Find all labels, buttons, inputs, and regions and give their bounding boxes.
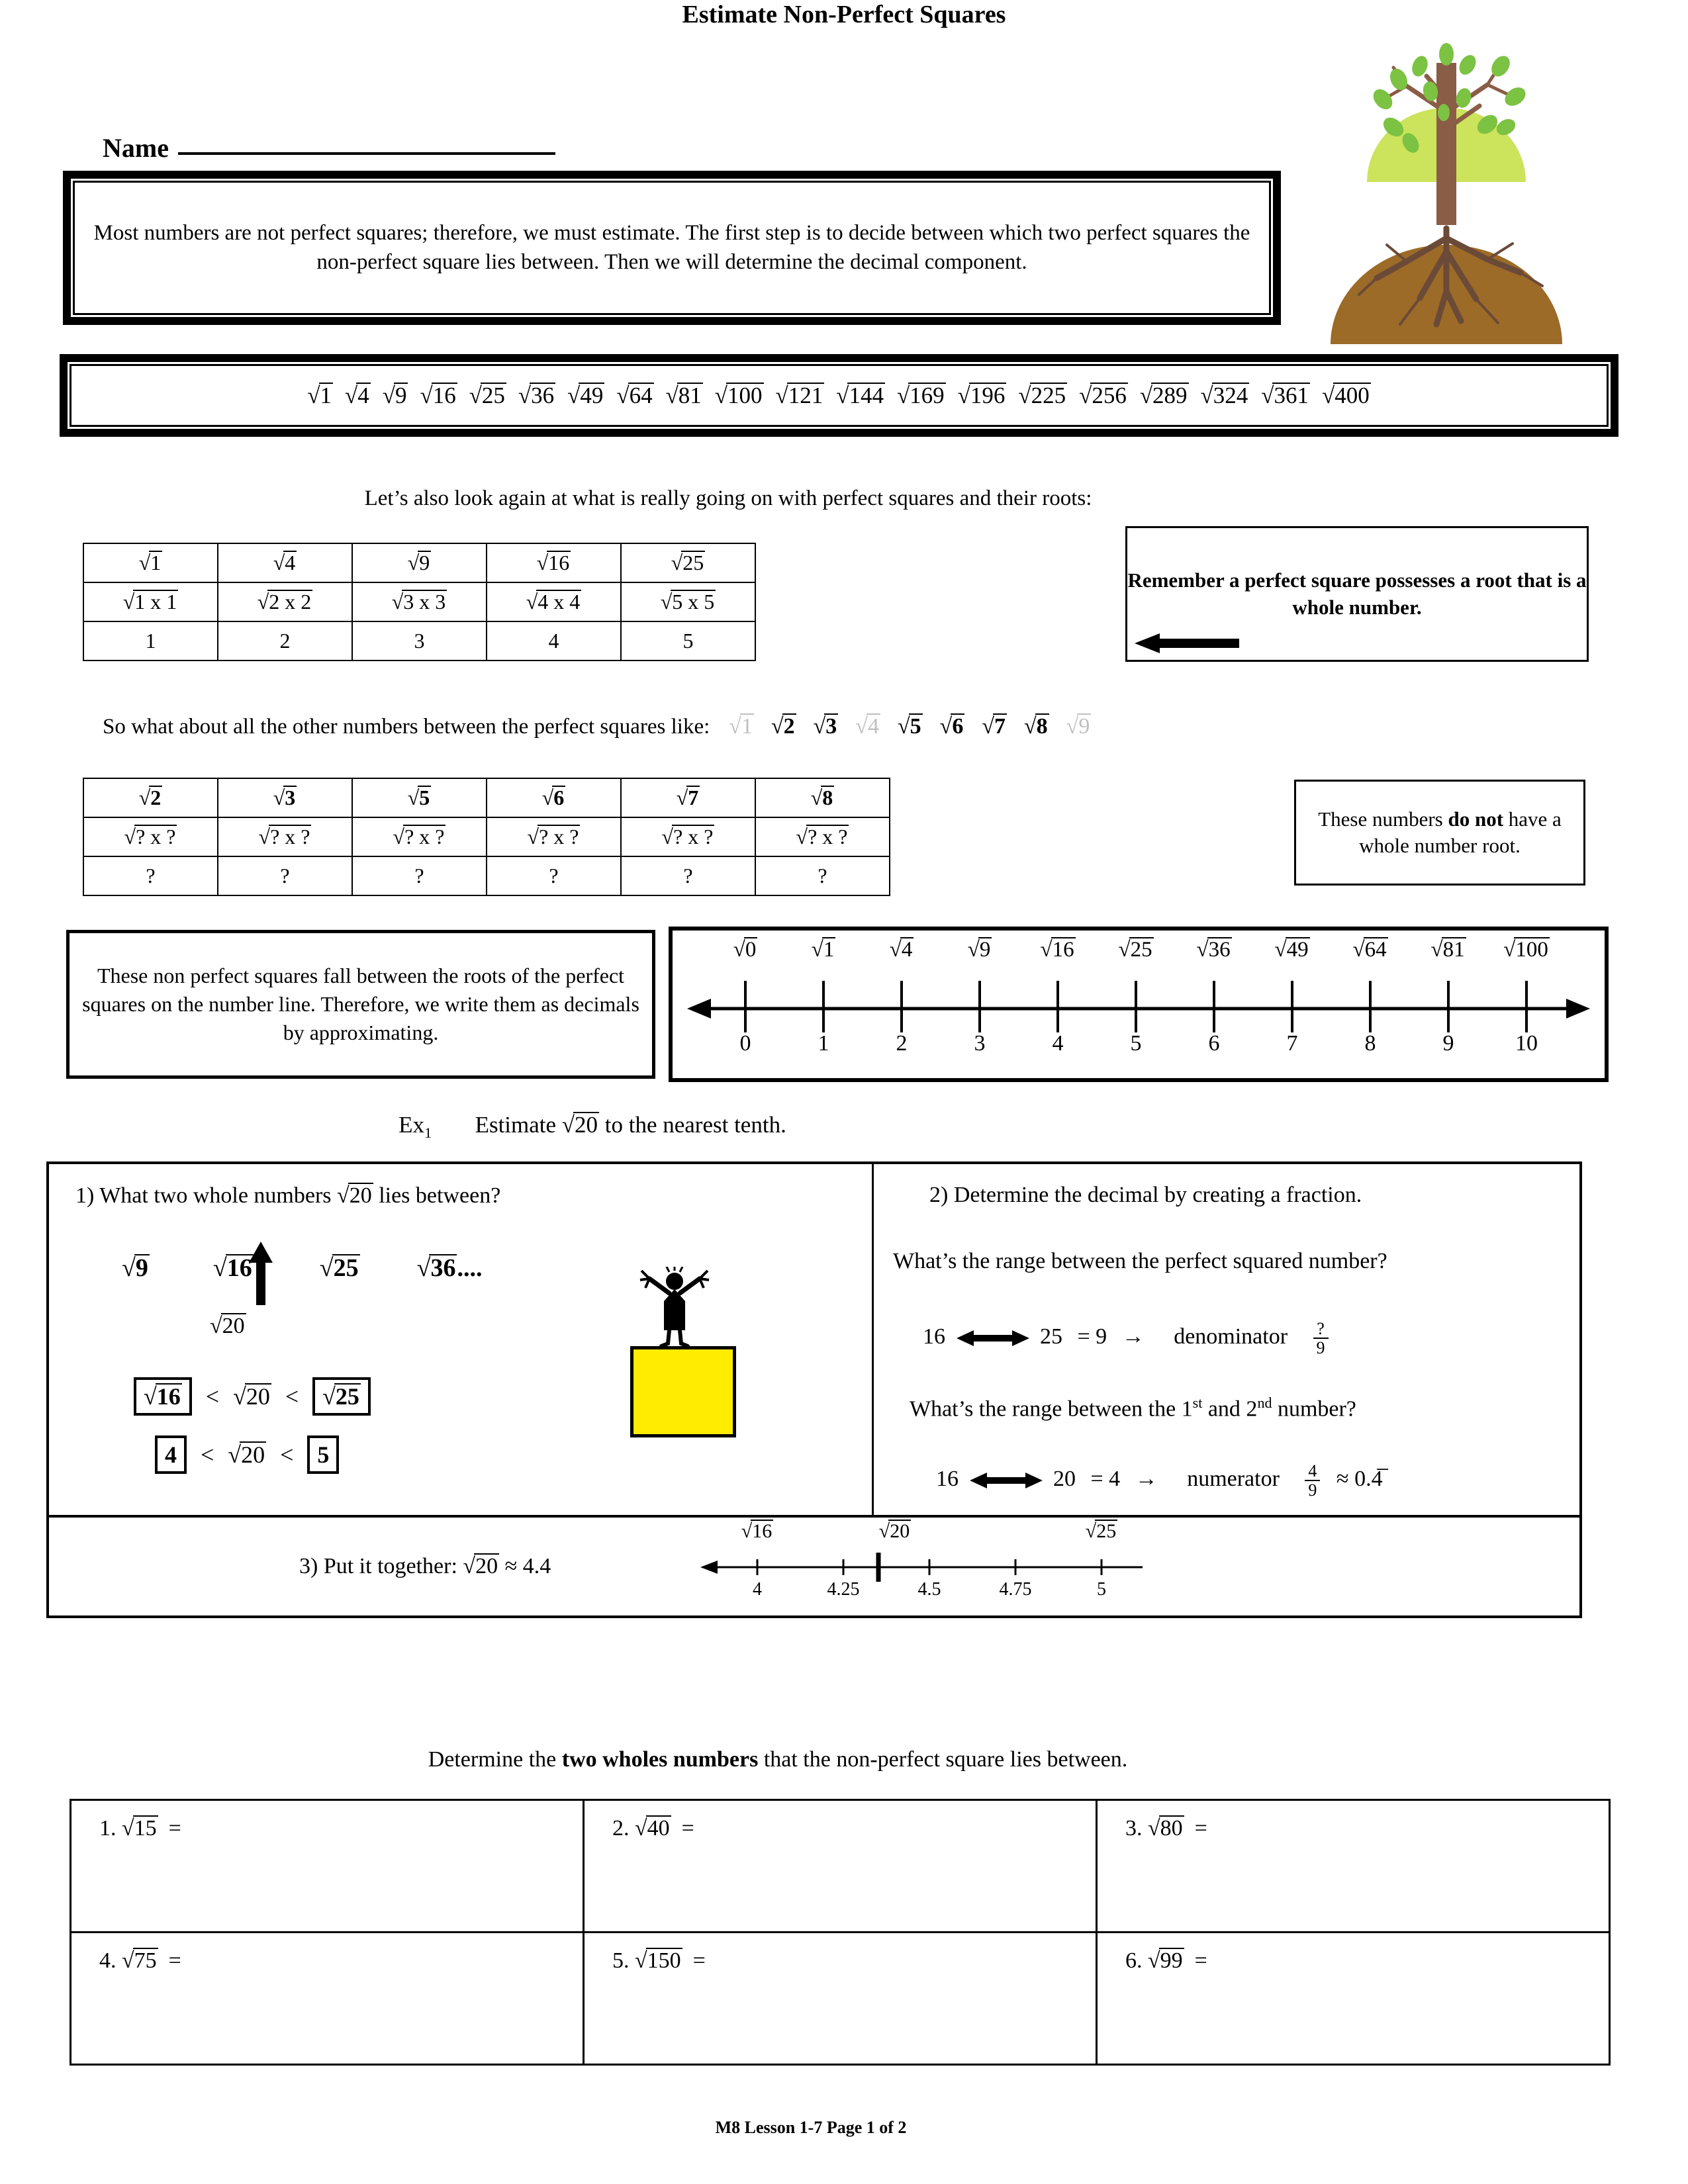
table-row (83, 582, 755, 621)
name-field-row (103, 132, 555, 163)
step3-radical-labels (698, 1520, 1148, 1551)
cell-value: ? (621, 856, 755, 895)
radical-144: √144 (836, 382, 884, 408)
practice-equals: = (681, 1816, 694, 1841)
step3-tick-label: 4 (753, 1579, 762, 1600)
number-line-label (1105, 937, 1166, 962)
radical-64: √64 (616, 382, 653, 408)
radical-169: √169 (896, 382, 945, 408)
less-than-1: < (205, 1383, 220, 1410)
radical-5: √5 (407, 786, 430, 809)
table-row (83, 621, 755, 660)
cell-factored (83, 582, 218, 621)
practice-equals: = (1194, 1816, 1207, 1841)
practice-equals: = (1194, 1948, 1207, 1973)
radical-5: √5 (897, 714, 921, 739)
so-what-about-line (103, 713, 1100, 739)
step3-text: 3) Put it together: √20 ≈ 4.4 (299, 1554, 551, 1578)
number-line-label (1184, 937, 1244, 962)
radical-16: √16 (536, 551, 570, 574)
cell-factored (352, 817, 487, 856)
radical-100: √100 (1503, 938, 1548, 962)
radical-25: √25 (319, 1254, 359, 1282)
up-arrow-icon (248, 1240, 274, 1306)
practice-cell[interactable] (584, 1800, 1097, 1933)
range2-eq: = 4 (1090, 1467, 1121, 1492)
radical-4: √4 (345, 382, 369, 408)
step2-question-1: What’s the range between the perfect squared number? (893, 1249, 1387, 1273)
yellow-pedestal (630, 1346, 736, 1437)
radical-1: √1 (307, 382, 332, 408)
cell-factored (352, 582, 487, 621)
range1-left: 16 (923, 1324, 945, 1349)
radical-2: √2 (138, 786, 162, 809)
step2-range-line-1 (923, 1320, 1329, 1357)
step3-tick-label: 4.5 (917, 1579, 941, 1600)
table-row (83, 543, 755, 582)
radical-361: √361 (1261, 382, 1309, 408)
number-line-label (1418, 937, 1479, 962)
radical-16: √16 (212, 1254, 252, 1282)
do-not-have-whole-root-box (1294, 780, 1585, 886)
radical-25: √25 (1085, 1520, 1117, 1542)
step3-tick-label: 5 (1097, 1579, 1106, 1600)
practice-table (70, 1799, 1611, 2066)
cell-value: 5 (621, 621, 755, 660)
radical-9: √9 (967, 938, 991, 962)
less-than-4: < (280, 1441, 294, 1468)
radical-9: √9 (382, 382, 407, 408)
radical-36: √36 (416, 1254, 456, 1282)
practice-number: 4. (99, 1948, 122, 1973)
tree-with-roots-illustration (1314, 13, 1579, 344)
cell-root (755, 778, 890, 817)
cell-root (621, 778, 755, 817)
example-label-line (0, 1112, 1185, 1142)
radical-64: √64 (1352, 938, 1387, 962)
radical-4: √4 (855, 714, 879, 739)
step3-radical-label (1068, 1520, 1135, 1543)
radical-4: √4 (889, 938, 913, 962)
example-prompt-b: to the nearest tenth. (599, 1112, 786, 1138)
practice-number: 5. (612, 1948, 635, 1973)
radical-16: √16 (420, 382, 456, 408)
non-perfect-explanation-text: These non perfect squares fall between the roots of the perfect squares on the number line. Therefore, we write them as decimals by approximating. (82, 964, 639, 1044)
step1-question: 1) What two whole numbers √20 lies between? (75, 1183, 501, 1208)
step1-under-arrow: √20 (210, 1314, 245, 1338)
range1-arrow: → (1121, 1324, 1145, 1349)
number-line-tick-label: 6 (1208, 1031, 1220, 1056)
step3-tick-labels (698, 1579, 1148, 1606)
radical-4: √4 (273, 551, 296, 574)
less-than-2: < (285, 1383, 299, 1410)
number-line-tick-label: 9 (1442, 1031, 1454, 1056)
cell-factored (218, 582, 352, 621)
cell-factored (487, 582, 621, 621)
number-line-tick-label: 0 (739, 1031, 751, 1056)
radical-? x ?: √? x ? (661, 825, 714, 848)
step1-question-text: 1) What two whole numbers (75, 1183, 332, 1208)
cell-value: ? (487, 856, 621, 895)
range1-eq: = 9 (1077, 1324, 1107, 1349)
page-title: Estimate Non-Perfect Squares (682, 1, 1006, 28)
cell-value: ? (352, 856, 487, 895)
practice-cell[interactable] (1097, 1800, 1610, 1933)
practice-cell[interactable] (584, 1933, 1097, 2065)
cell-root (83, 543, 218, 582)
range2-approx: ≈ 0.4̅ (1336, 1467, 1383, 1492)
double-arrow-icon-1 (957, 1329, 1029, 1347)
radical-6: √6 (541, 786, 565, 809)
number-line-label (1027, 937, 1088, 962)
so-what-radical-list (720, 713, 1100, 739)
radical-9: √9 (1066, 714, 1090, 739)
radical-7: √7 (676, 786, 699, 809)
lets-also-look-line: Let’s also look again at what is really going on with perfect squares and their roots: (364, 486, 1092, 510)
intro-callout-box (63, 171, 1281, 325)
radical-25: √25 (1118, 938, 1152, 962)
radical-1: √1 (811, 938, 835, 962)
double-arrow-icon-2 (970, 1471, 1043, 1490)
sequence-item (417, 1254, 457, 1282)
cell-root (352, 778, 487, 817)
example-vertical-divider (872, 1164, 874, 1515)
boxed-5: 5 (307, 1435, 339, 1474)
cell-value: ? (755, 856, 890, 895)
radical-7: √7 (982, 714, 1006, 739)
radical-15: √15 (122, 1816, 157, 1841)
practice-number: 6. (1125, 1948, 1148, 1973)
radical-3: √3 (273, 786, 296, 809)
number-line-label (715, 937, 776, 962)
step2-range-line-2 (936, 1462, 1383, 1500)
radical-? x ?: √? x ? (124, 825, 176, 848)
donot-bold: do not (1448, 807, 1504, 831)
name-blank-line[interactable] (178, 135, 555, 155)
step3-tick-label: 4.75 (999, 1579, 1032, 1600)
step1-inequality-wholes: 4 < √20 < 5 (155, 1435, 339, 1474)
number-line-label (871, 937, 932, 962)
radical-8: √8 (1023, 714, 1048, 739)
range2-word: numerator (1187, 1467, 1280, 1492)
radical-20: √20 (878, 1520, 910, 1542)
fraction-unknown-over-9: $\frac{?}{9}$ (1313, 1320, 1329, 1357)
radical-75: √75 (122, 1948, 157, 1973)
radical-400: √400 (1321, 382, 1370, 408)
number-line-tick-label: 8 (1364, 1031, 1376, 1056)
radical-? x ?: √? x ? (393, 825, 445, 848)
practice-number: 2. (612, 1816, 635, 1841)
number-line-axis (673, 972, 1605, 1034)
radical-2 x 2: √2 x 2 (257, 590, 312, 614)
radical-9: √9 (122, 1254, 148, 1282)
radical-121: √121 (775, 382, 823, 408)
number-line-tick-label: 3 (974, 1031, 986, 1056)
so-what-text: So what about all the other numbers between the perfect squares like: (103, 715, 710, 739)
table-row (71, 1933, 1610, 2065)
cell-value: ? (83, 856, 218, 895)
radical-150: √150 (635, 1948, 681, 1973)
table-row (83, 817, 890, 856)
practice-cell[interactable] (71, 1800, 584, 1933)
range2-left: 16 (936, 1467, 959, 1492)
boxed-sqrt-16: √16 (134, 1377, 192, 1416)
table-row (71, 1800, 1610, 1933)
practice-cell[interactable] (71, 1933, 584, 2065)
cell-factored (621, 582, 755, 621)
radical-9: √9 (407, 551, 430, 574)
intro-text: Most numbers are not perfect squares; therefore, we must estimate. The first step is to decide between which two perfect squares the non-perfect square lies between. Then we will determine the decimal component. (93, 220, 1250, 274)
radical-49: √49 (567, 382, 604, 408)
radical-324: √324 (1200, 382, 1248, 408)
perfect-squares-table (83, 543, 756, 661)
main-number-line-box (669, 927, 1609, 1082)
radical-25: √25 (671, 551, 704, 574)
cell-value: 3 (352, 621, 487, 660)
cell-factored (487, 817, 621, 856)
radical-99: √99 (1148, 1948, 1183, 1973)
radical-36: √36 (1196, 938, 1231, 962)
boxed-sqrt-25: √25 (312, 1377, 371, 1416)
radical-6: √6 (939, 714, 964, 739)
radical-0: √0 (733, 938, 757, 962)
number-line-tick-label: 7 (1286, 1031, 1298, 1056)
radical-4 x 4: √4 x 4 (526, 590, 581, 614)
radical-80: √80 (1148, 1816, 1183, 1841)
radical-2: √2 (771, 714, 795, 739)
example-label-sub: 1 (424, 1124, 432, 1141)
cell-root (218, 543, 352, 582)
radical-16: √16 (741, 1520, 773, 1542)
range2-arrow: → (1135, 1467, 1158, 1492)
number-line-label (1262, 937, 1323, 962)
cell-factored (621, 817, 755, 856)
sequence-item (320, 1254, 360, 1282)
cell-factored (755, 817, 890, 856)
radical-40: √40 (635, 1816, 670, 1841)
radical-1: √1 (729, 714, 753, 739)
radical-49: √49 (1274, 938, 1309, 962)
left-arrow-icon (1133, 632, 1239, 655)
cell-factored (83, 817, 218, 856)
cell-root (487, 543, 621, 582)
radical-? x ?: √? x ? (258, 825, 310, 848)
step2-heading: 2) Determine the decimal by creating a fraction. (929, 1183, 1362, 1207)
example-1-box (46, 1161, 1582, 1618)
number-line-tick-label: 1 (818, 1031, 829, 1056)
cell-root (487, 778, 621, 817)
range1-right: 25 (1040, 1324, 1062, 1349)
donot-text-b: have a whole number root. (1359, 807, 1562, 857)
fraction-4-over-9: $\frac{4}{9}$ (1305, 1462, 1320, 1500)
number-line-label (1496, 937, 1557, 962)
perfect-squares-strip (60, 354, 1618, 437)
number-line-tick-label: 10 (1515, 1031, 1538, 1056)
step3-tick-label: 4.25 (827, 1579, 860, 1600)
step1-sequence (122, 1253, 482, 1283)
step3-radical-label (862, 1520, 928, 1543)
number-line-label (793, 937, 854, 962)
radical-225: √225 (1018, 382, 1066, 408)
radical-81: √81 (665, 382, 702, 408)
practice-number: 1. (99, 1816, 122, 1841)
cell-value: 2 (218, 621, 352, 660)
cell-root (352, 543, 487, 582)
range1-word: denominator (1174, 1324, 1288, 1349)
radical-3 x 3: √3 x 3 (391, 590, 446, 614)
remember-text: Remember a perfect square possesses a root that is a whole number. (1127, 569, 1587, 619)
practice-number: 3. (1125, 1816, 1148, 1841)
radical-36: √36 (518, 382, 555, 408)
person-celebrating-icon (635, 1267, 714, 1349)
donot-text-a: These numbers (1318, 807, 1448, 831)
boxed-4: 4 (155, 1435, 187, 1474)
step3-axis (698, 1551, 1148, 1582)
range2-right: 20 (1053, 1467, 1076, 1492)
sequence-tail: .... (457, 1254, 483, 1282)
example-prompt-a: Estimate (475, 1112, 562, 1138)
radical-20: √20 (561, 1112, 598, 1138)
radical-1: √1 (138, 551, 162, 574)
radical-289: √289 (1139, 382, 1188, 408)
non-perfect-explanation-box (66, 930, 655, 1079)
determine-instruction: Determine the two wholes numbers that the non-perfect square lies between. (428, 1747, 1128, 1772)
name-label: Name (103, 133, 169, 163)
practice-equals: = (168, 1948, 181, 1973)
practice-equals: = (692, 1948, 706, 1973)
step3-radical-label (724, 1520, 790, 1543)
cell-root (218, 778, 352, 817)
radical-? x ?: √? x ? (796, 825, 848, 848)
footer-text: M8 Lesson 1-7 Page 1 of 2 (715, 2118, 907, 2137)
step2-question-2: What’s the range between the 1st and 2nd number? (910, 1394, 1356, 1422)
less-than-3: < (201, 1441, 214, 1468)
number-line-label (1340, 937, 1401, 962)
radical-1 x 1: √1 x 1 (122, 590, 177, 614)
radical-100: √100 (714, 382, 763, 408)
radical-3: √3 (813, 714, 837, 739)
cell-root (83, 778, 218, 817)
cell-root (621, 543, 755, 582)
cell-value: ? (218, 856, 352, 895)
radical-25: √25 (469, 382, 505, 408)
radical-256: √256 (1079, 382, 1127, 408)
perfect-squares-list (306, 383, 1371, 409)
practice-cell[interactable] (1097, 1933, 1610, 2065)
cell-factored (218, 817, 352, 856)
number-line-tick-label: 4 (1052, 1031, 1064, 1056)
practice-equals: = (168, 1816, 181, 1841)
number-line-tick-labels (673, 1031, 1605, 1064)
radical-5 x 5: √5 x 5 (660, 590, 715, 614)
step3-number-line (698, 1518, 1148, 1617)
number-line-label (949, 937, 1010, 962)
table-row (83, 856, 890, 895)
radical-81: √81 (1430, 938, 1465, 962)
number-line-tick-label: 5 (1130, 1031, 1142, 1056)
radical-196: √196 (957, 382, 1006, 408)
sequence-item (122, 1254, 150, 1282)
example-label: Ex (399, 1112, 425, 1138)
radical-? x ?: √? x ? (527, 825, 579, 848)
example-horizontal-divider (49, 1515, 1579, 1518)
cell-value: 4 (487, 621, 621, 660)
number-line-radical-labels (673, 937, 1605, 977)
radical-16: √16 (1040, 938, 1074, 962)
table-row (83, 778, 890, 817)
number-line-tick-label: 2 (896, 1031, 908, 1056)
non-perfect-squares-table (83, 778, 890, 896)
step1-question-tail: lies between? (379, 1183, 501, 1208)
step1-inequality-radicals: √16 < √20 < √25 (134, 1377, 371, 1416)
cell-value: 1 (83, 621, 218, 660)
radical-8: √8 (810, 786, 833, 809)
